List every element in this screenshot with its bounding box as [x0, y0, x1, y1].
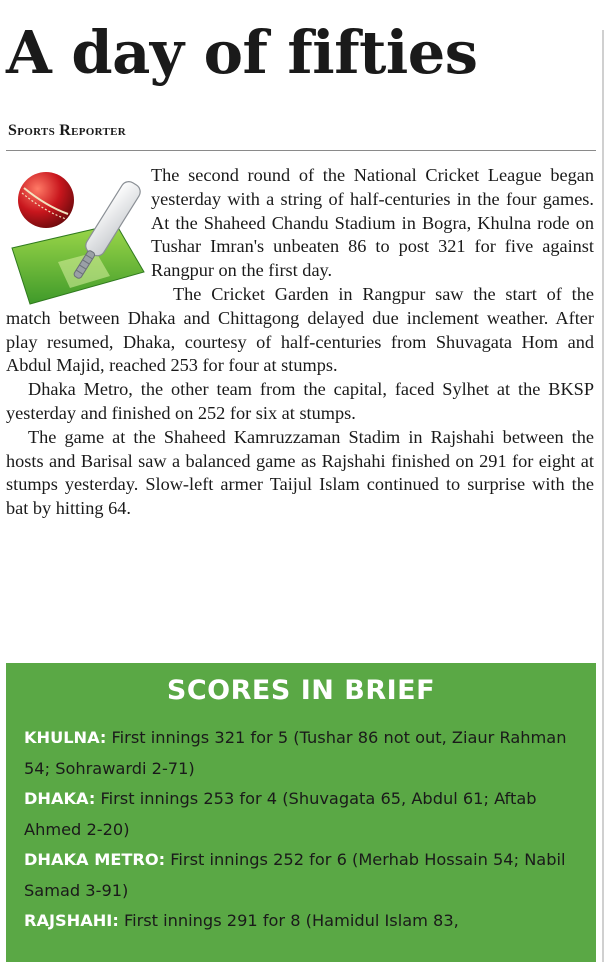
score-detail: First innings 321 for 5 (Tushar 86 not out, Ziaur Rahman 54; Sohrawardi 2-71) [24, 728, 567, 778]
score-detail: First innings 291 for 8 (Hamidul Islam 83, [118, 911, 459, 930]
scores-title: SCORES IN BRIEF [166, 675, 436, 706]
score-item [24, 784, 590, 845]
score-item [24, 845, 590, 906]
logo-spacer [6, 164, 151, 305]
byline: Sports Reporter [8, 122, 127, 139]
column-divider [602, 30, 604, 962]
byline-divider [6, 150, 596, 151]
team-name: RAJSHAHI: [24, 911, 119, 930]
team-name: KHULNA: [24, 728, 107, 747]
score-detail: First innings 252 for 6 (Merhab Hossain 54; Nabil Samad 3-91) [24, 850, 566, 900]
article-paragraph: The game at the Shaheed Kamruzzaman Stadim in Rajshahi between the hosts and Barisal saw a balanced game as Rajshahi finished on 291 for eight at stumps yesterday. Slow-left armer Taijul Islam continued to surprise with the bat by hitting 64. [6, 426, 594, 519]
score-list [24, 723, 590, 937]
article-paragraph: The second round of the National Cricket League began yesterday with a string of half-centuries in the four games. At the Shaheed Chandu Stadium in Bogra, Khulna rode on Tushar Imran's unbeaten 86 to post 321 for five against Rangpur on the first day. [151, 165, 594, 281]
scores-in-brief-box [6, 663, 596, 962]
score-item [24, 723, 590, 784]
article-paragraph: Dhaka Metro, the other team from the capital, faced Sylhet at the BKSP yesterday and finished on 252 for six at stumps. [6, 379, 594, 423]
score-item [24, 906, 590, 937]
headline: A day of fifties [6, 18, 478, 87]
article-paragraph: The Cricket Garden in Rangpur saw the start of the match between Dhaka and Chittagong delayed due inclement weather. After play resumed, Dhaka, courtesy of half-centuries from Shuvagata Hom and Abdul Majid, reached 253 for four at stumps. [6, 283, 594, 376]
article-body [6, 164, 594, 521]
team-name: DHAKA METRO: [24, 850, 166, 869]
score-detail: First innings 253 for 4 (Shuvagata 65, Abdul 61; Aftab Ahmed 2-20) [24, 789, 537, 839]
team-name: DHAKA: [24, 789, 96, 808]
